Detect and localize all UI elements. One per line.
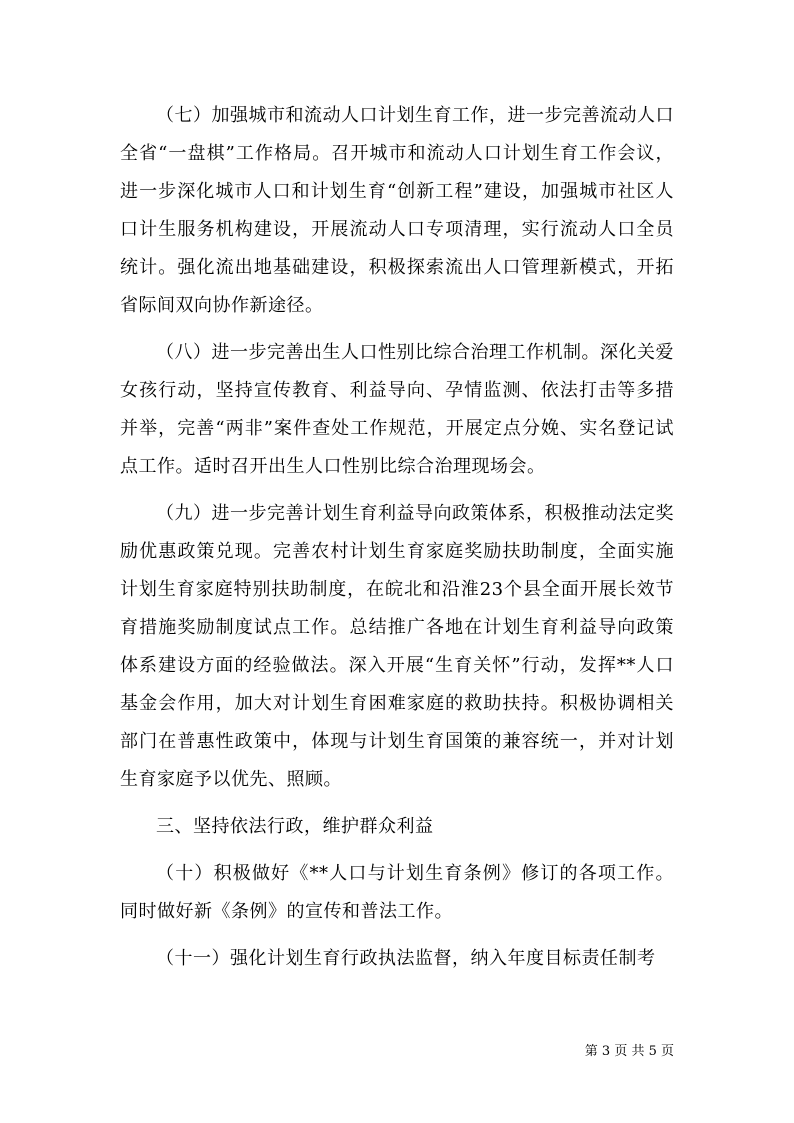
document-body — [120, 97, 674, 978]
paragraph-10: （十）积极做好《**人口与计划生育条例》修订的各项工作。同时做好新《条例》的宣传和普法工作。 — [120, 863, 674, 922]
paragraph-7: （七）加强城市和流动人口计划生育工作，进一步完善流动人口全省“一盘棋”工作格局。召开城市和流动人口计划生育工作会议，进一步深化城市人口和计划生育“创新工程”建设，加强城市社区人口计生服务机构建设，开展流动人口专项清理，实行流动人口全员统计。强化流出地基础建设，积极探索流出人口管理新模式，开拓省际间双向协作新途径。 — [120, 105, 674, 316]
paragraph-11: （十一）强化计划生育行政执法监督，纳入年度目标责任制考 — [156, 948, 656, 969]
paragraph-8: （八）进一步完善出生人口性别比综合治理工作机制。深化关爱女孩行动，坚持宣传教育、利益导向、孕情监测、依法打击等多措并举，完善“两非”案件查处工作规范，开展定点分娩、实名登记试点工作。适时召开出生人口性别比综合治理现场会。 — [120, 342, 674, 477]
section-heading-3: 三、坚持依法行政，维护群众利益 — [156, 816, 434, 837]
paragraph-9: （九）进一步完善计划生育利益导向政策体系，积极推动法定奖励优惠政策兑现。完善农村计划生育家庭奖励扶助制度，全面实施计划生育家庭特别扶助制度，在皖北和沿淮23个县全面开展长效节育措施奖励制度试点工作。总结推广各地在计划生育利益导向政策体系建设方面的经验做法。深入开展“生育关怀”行动，发挥**人口基金会作用，加大对计划生育困难家庭的救助扶持。积极协调相关部门在普惠性政策中，体现与计划生育国策的兼容统一，并对计划生育家庭予以优先、照顾。 — [120, 503, 674, 790]
page-number-footer: 第 3 页 共 5 页 — [584, 1044, 674, 1059]
